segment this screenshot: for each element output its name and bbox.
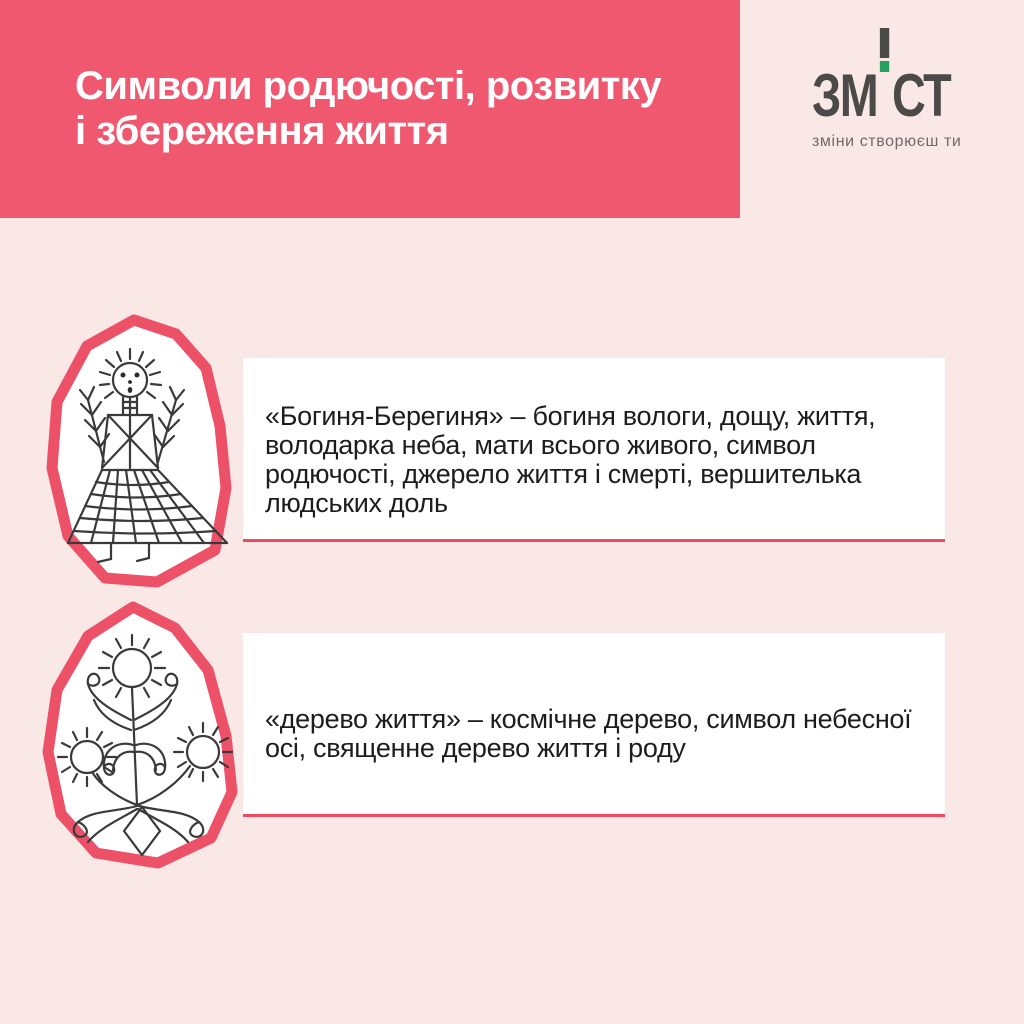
tree-of-life-illustration [30,600,250,890]
zmist-logo-wordmark [812,62,951,129]
page-title [0,0,740,154]
card-text: «дерево життя» – космічне дерево, символ небесної осі, священне дерево життя і роду [265,704,912,763]
tree-of-life-drawing [30,600,250,890]
info-card-tree-of-life [243,633,945,817]
logo-green-dot [880,61,889,72]
card-text: «Богиня-Берегиня» – богиня вологи, дощу, життя, володарка неба, мати всього живого, символ родючості, джерело життя і смерті, вершителька людських доль [265,401,876,518]
zmist-logo [812,62,972,151]
header-banner [0,0,740,218]
logo-text-start: ЗМ [812,62,878,129]
berehynia-goddess-drawing [30,310,250,600]
page-title-line-2: і збереження життя [75,109,449,153]
info-card-berehynia [243,358,945,542]
logo-text-end: СТ [892,62,951,129]
logo-exclamation-icon [880,72,890,116]
berehynia-illustration [30,310,250,600]
logo-tagline: зміни створюєш ти [812,133,962,150]
page-title-line-1: Символи родючості, розвитку [75,64,662,108]
